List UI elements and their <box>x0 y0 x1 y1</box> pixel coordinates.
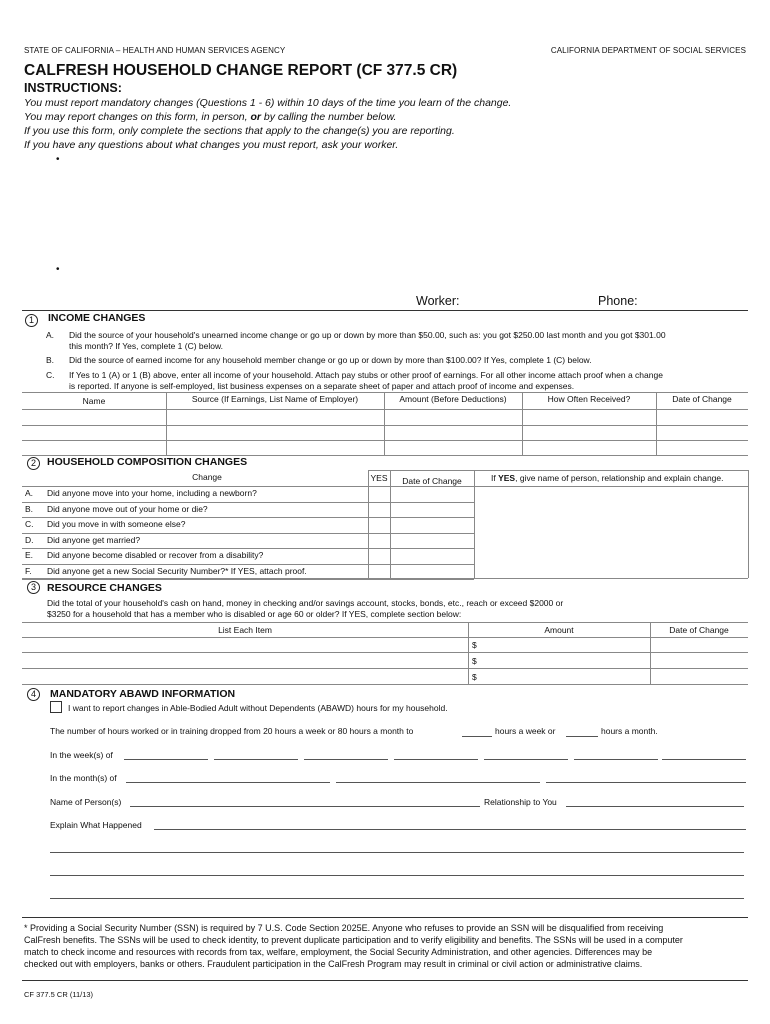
ssn-notice: * Providing a Social Security Number (SSN) is required by 7 U.S. Code Section 2025E. Anyone who refuses to provide an SSN will be disqualified from receiving CalFresh benefits. The SSNs will be used to check identity, to prevent duplicate participation and to verify eligibility and benefits. The SSNs will be used in a computer match to check income and resources with records from tax, welfare, employment, the Social Security Administration, and other agencies. Differences may be checked out with employers, banks or others. Fraudulent participation in the CalFresh Program may result in criminal or civil action or administrative claims. <box>24 923 683 969</box>
hours-label-a: The number of hours worked or in training dropped from 20 hours a week or 80 hours a month to <box>50 726 414 736</box>
resource-col-date: Date of Change <box>669 625 729 635</box>
household-row-letter: C. <box>25 519 34 529</box>
resource-row-3[interactable] <box>22 684 748 685</box>
resource-dollar-1: $ <box>472 640 477 650</box>
hours-label-c: hours a month. <box>601 726 658 736</box>
income-item-c-text: If Yes to 1 (A) or 1 (B) above, enter all income of your household. Attach pay stubs or other proof of earnings. For all other income attach proof when a change is reported. If anyone is self-employed, list business expenses on a separate sheet of paper and attach proof of income and expenses. <box>69 370 663 391</box>
section-3-number: 3 <box>27 581 40 594</box>
weeks-label: In the week(s) of <box>50 750 113 760</box>
resource-dollar-3: $ <box>472 672 477 682</box>
week-input-3[interactable] <box>304 759 388 760</box>
instructions-line-4: If you have any questions about what changes you must report, ask your worker. <box>24 139 399 151</box>
divider <box>22 310 748 311</box>
resource-row-2[interactable] <box>22 668 748 669</box>
household-col-date: Date of Change <box>402 476 462 486</box>
resource-dollar-2: $ <box>472 656 477 666</box>
week-input-2[interactable] <box>214 759 298 760</box>
household-row-question: Did anyone get a new Social Security Number?* If YES, attach proof. <box>47 565 307 576</box>
household-row-question: Did anyone move out of your home or die? <box>47 503 208 514</box>
income-col-amount: Amount (Before Deductions) <box>399 394 507 404</box>
persons-label: Name of Person(s) <box>50 797 122 807</box>
form-id: CF 377.5 CR (11/13) <box>24 990 94 999</box>
form-title: CALFRESH HOUSEHOLD CHANGE REPORT (CF 377.5 CR) <box>24 62 458 79</box>
week-input-6[interactable] <box>574 759 658 760</box>
section-4-number: 4 <box>27 688 40 701</box>
household-row-letter: E. <box>25 550 34 560</box>
household-row-letter: A. <box>25 488 34 498</box>
household-row-letter: B. <box>25 503 34 514</box>
household-row-yes-cell[interactable] <box>369 503 389 517</box>
month-input-3[interactable] <box>546 782 746 783</box>
section-2-number: 2 <box>27 457 40 470</box>
household-row-date-cell[interactable] <box>391 487 473 501</box>
household-row-question: Did you move in with someone else? <box>47 519 186 529</box>
instructions-line-1: You must report mandatory changes (Questions 1 - 6) within 10 days of the time you learn of the change. <box>24 97 512 109</box>
relationship-input[interactable] <box>566 806 744 807</box>
income-col-date: Date of Change <box>672 394 732 404</box>
household-row-date-cell[interactable] <box>391 534 473 548</box>
income-item-c-letter: C. <box>46 370 55 380</box>
household-col-yes: YES <box>370 473 388 483</box>
household-row-yes-cell[interactable] <box>369 565 389 579</box>
household-row-divider <box>22 579 474 580</box>
household-row-letter: D. <box>25 534 34 545</box>
explain-input-1[interactable] <box>154 829 746 830</box>
household-row-question: Did anyone move into your home, including a newborn? <box>47 488 257 498</box>
months-label: In the month(s) of <box>50 773 117 783</box>
resource-col-item: List Each Item <box>218 625 272 635</box>
household-col-explain: If YES, give name of person, relationship and explain change. <box>491 473 724 483</box>
explain-input-2[interactable] <box>50 852 744 853</box>
income-section-title: INCOME CHANGES <box>48 312 146 324</box>
household-col-change: Change <box>192 472 222 482</box>
persons-input[interactable] <box>130 806 480 807</box>
resource-section-title: RESOURCE CHANGES <box>47 582 162 594</box>
week-input-1[interactable] <box>124 759 208 760</box>
income-col-source: Source (If Earnings, List Name of Employer) <box>191 394 359 404</box>
instructions-text <box>24 96 754 152</box>
abawd-checkbox-label: I want to report changes in Able-Bodied Adult without Dependents (ABAWD) hours for my household. <box>68 703 448 713</box>
section-1-number: 1 <box>25 314 38 327</box>
week-input-4[interactable] <box>394 759 478 760</box>
bullet-2: • <box>56 264 60 275</box>
income-item-b-text: Did the source of earned income for any household member change or go up or down by more than $100.00? If Yes, complete 1 (C) below. <box>69 355 592 365</box>
abawd-section-title: MANDATORY ABAWD INFORMATION <box>50 688 236 700</box>
income-item-b-letter: B. <box>46 355 55 365</box>
household-row-letter: F. <box>25 565 32 576</box>
bullet-1: • <box>56 154 60 165</box>
income-row-2[interactable] <box>22 440 748 441</box>
household-row-yes-cell[interactable] <box>369 487 389 501</box>
week-input-7[interactable] <box>662 759 746 760</box>
income-col-frequency: How Often Received? <box>547 394 631 404</box>
agency-label: STATE OF CALIFORNIA – HEALTH AND HUMAN SERVICES AGENCY <box>24 46 286 55</box>
household-row-yes-cell[interactable] <box>369 534 389 548</box>
income-item-a-letter: A. <box>46 330 55 340</box>
department-label: CALIFORNIA DEPARTMENT OF SOCIAL SERVICES <box>550 46 746 55</box>
household-row-date-cell[interactable] <box>391 503 473 517</box>
household-row-date-cell[interactable] <box>391 518 473 532</box>
resource-row-1[interactable] <box>22 652 748 653</box>
explain-input-4[interactable] <box>50 898 744 899</box>
income-row-1[interactable] <box>22 425 748 426</box>
income-item-a-text: Did the source of your household's unearned income change or go up or down by more than $50.00, such as: you got $250.00 last month and you got $301.00 this month? If Yes, complete 1 (C) below. <box>69 330 666 351</box>
abawd-checkbox[interactable] <box>50 701 62 713</box>
relationship-label: Relationship to You <box>484 797 557 807</box>
explain-label: Explain What Happened <box>50 820 142 830</box>
household-row-question: Did anyone get married? <box>47 534 141 545</box>
hours-week-input[interactable] <box>462 736 492 737</box>
income-col-name: Name <box>82 396 106 406</box>
household-row-yes-cell[interactable] <box>369 518 389 532</box>
explain-input-3[interactable] <box>50 875 744 876</box>
month-input-2[interactable] <box>336 782 540 783</box>
household-row-date-cell[interactable] <box>391 549 473 563</box>
worker-label: Worker: <box>416 294 460 308</box>
month-input-1[interactable] <box>126 782 330 783</box>
household-row-question: Did anyone become disabled or recover from a disability? <box>47 550 264 560</box>
instructions-line-3: If you use this form, only complete the sections that apply to the change(s) you are reporting. <box>24 125 455 137</box>
hours-label-b: hours a week or <box>495 726 556 736</box>
household-row-date-cell[interactable] <box>391 565 473 579</box>
resource-question: Did the total of your household's cash on hand, money in checking and/or savings account, stocks, bonds, etc., reach or exceed $2000 or $3250 for a household that has a member who is disabled or age 60 or older? If YES, complete section below: <box>47 598 564 619</box>
instructions-heading: INSTRUCTIONS: <box>24 81 122 95</box>
resource-col-amount: Amount <box>544 625 574 635</box>
household-row-yes-cell[interactable] <box>369 549 389 563</box>
phone-label: Phone: <box>598 294 638 308</box>
household-section-title: HOUSEHOLD COMPOSITION CHANGES <box>47 456 248 468</box>
week-input-5[interactable] <box>484 759 568 760</box>
hours-month-input[interactable] <box>566 736 598 737</box>
instructions-line-2: You may report changes on this form, in person, or by calling the number below. <box>24 111 397 123</box>
